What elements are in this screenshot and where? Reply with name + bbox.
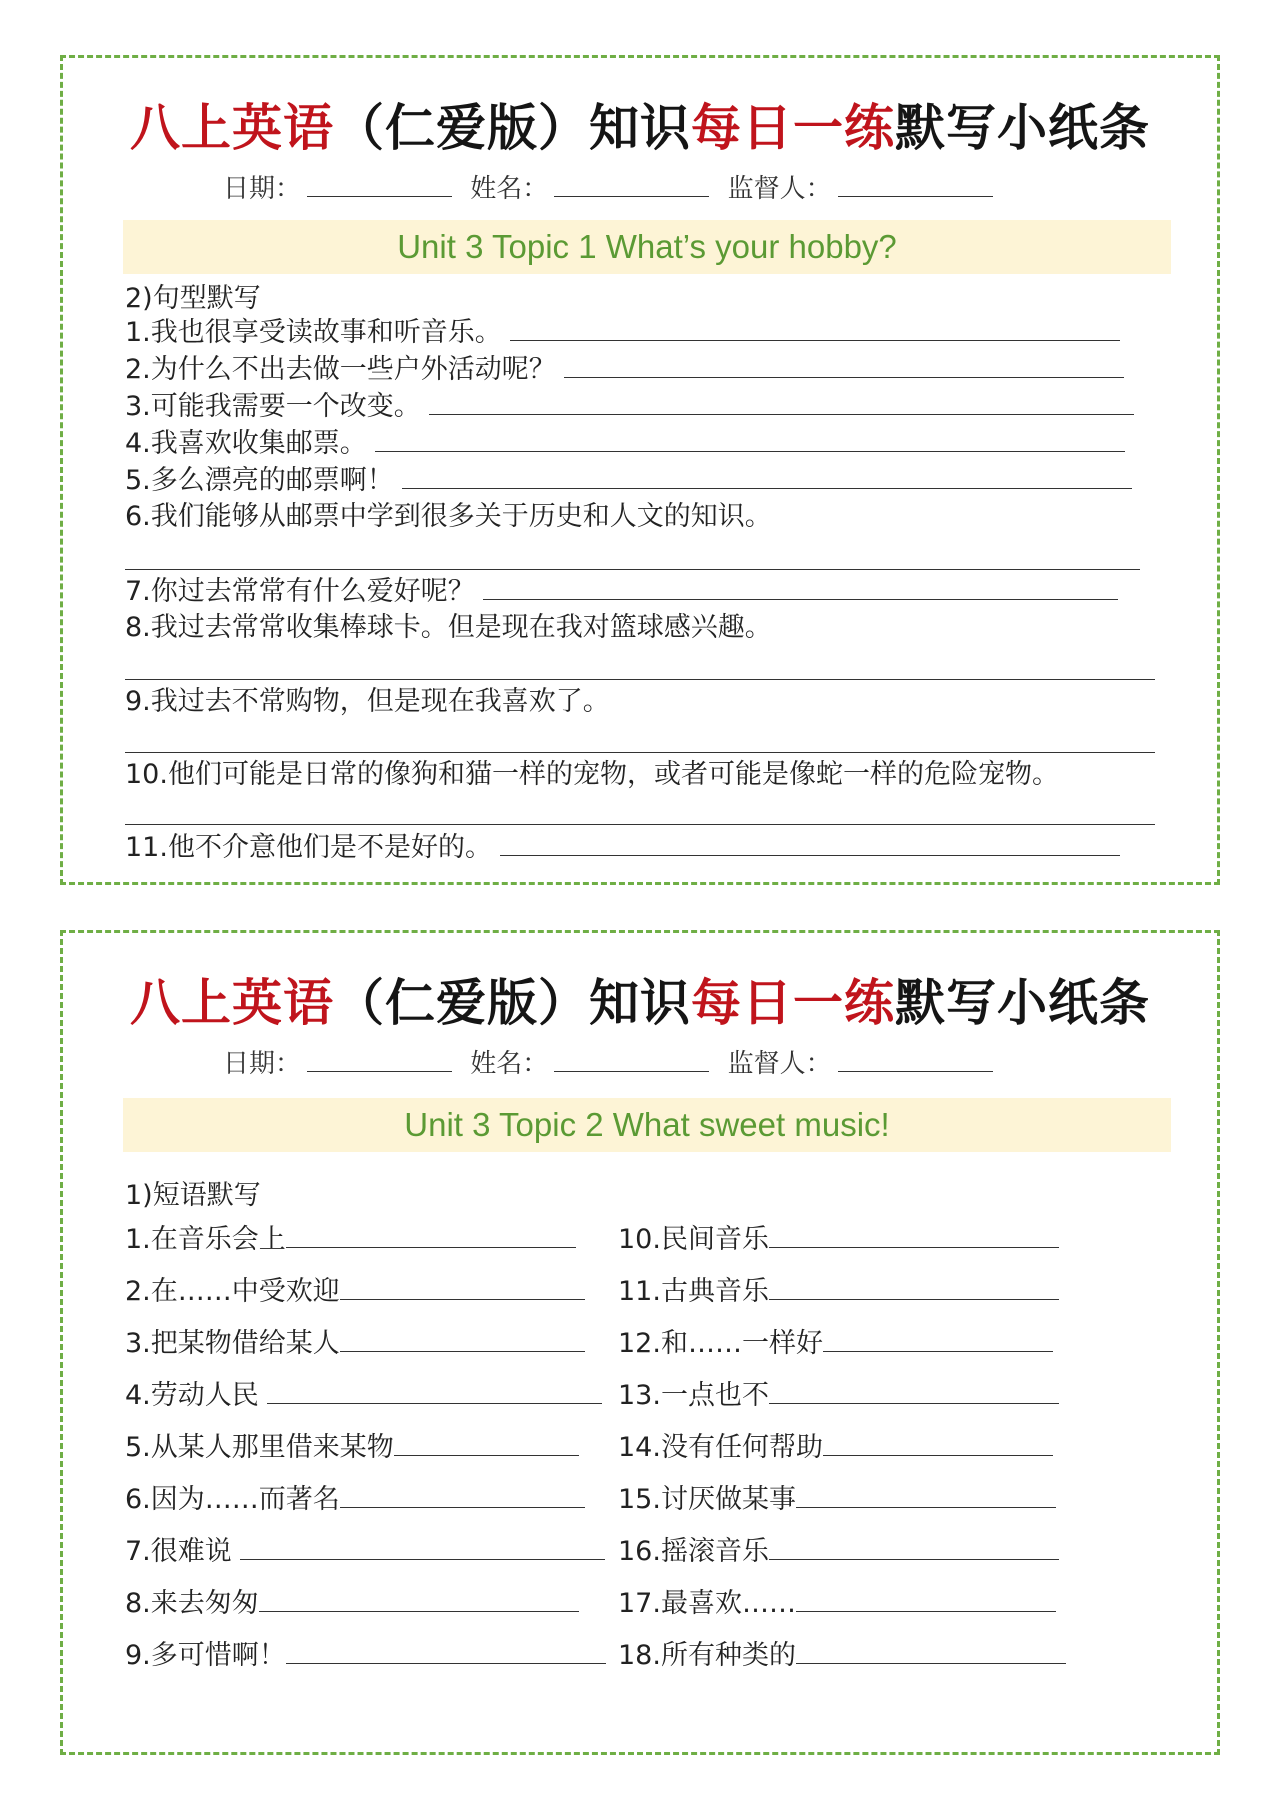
answer-line[interactable] bbox=[125, 751, 1155, 753]
phrase-text: 15.讨厌做某事 bbox=[618, 1484, 796, 1515]
sentence-item bbox=[125, 388, 1215, 424]
answer-line[interactable] bbox=[796, 1637, 1066, 1664]
answer-line[interactable] bbox=[796, 1481, 1056, 1508]
phrase-text: 7.很难说 bbox=[125, 1536, 232, 1567]
answer-line[interactable] bbox=[375, 425, 1125, 452]
sentence-item bbox=[125, 684, 1215, 720]
title-part-daily: 每日一练 bbox=[691, 974, 895, 1032]
answer-line[interactable] bbox=[500, 829, 1120, 856]
phrase-text: 4.劳动人民 bbox=[125, 1380, 259, 1411]
phrase-text: 3.把某物借给某人 bbox=[125, 1328, 340, 1359]
sentence-text: 6.我们能够从邮票中学到很多关于历史和人文的知识。 bbox=[125, 501, 772, 532]
sentence-item bbox=[125, 425, 1215, 461]
worksheet-title bbox=[63, 88, 1217, 160]
answer-line[interactable] bbox=[796, 1585, 1056, 1612]
answer-line[interactable] bbox=[769, 1533, 1059, 1560]
info-line bbox=[223, 1043, 1003, 1080]
title-part-note: 默写小纸条 bbox=[895, 974, 1150, 1032]
phrase-item bbox=[125, 1481, 585, 1519]
sentence-item bbox=[125, 829, 1215, 865]
sentence-item bbox=[125, 462, 1215, 498]
answer-line[interactable] bbox=[340, 1273, 585, 1300]
title-part-edition: （仁爱版）知识 bbox=[334, 974, 691, 1032]
worksheet-title bbox=[63, 963, 1217, 1035]
supervisor-label: 监督人： bbox=[727, 174, 832, 204]
sentence-item bbox=[125, 610, 1215, 646]
section-title: 1)短语默写 bbox=[125, 1180, 261, 1211]
phrase-text: 18.所有种类的 bbox=[618, 1640, 796, 1671]
answer-line[interactable] bbox=[125, 678, 1155, 680]
phrase-item bbox=[618, 1377, 1059, 1415]
answer-line[interactable] bbox=[240, 1533, 605, 1560]
phrase-item bbox=[125, 1221, 576, 1259]
title-part-grade: 八上英语 bbox=[130, 974, 334, 1032]
phrase-item bbox=[125, 1377, 602, 1415]
answer-line[interactable] bbox=[823, 1429, 1053, 1456]
supervisor-label: 监督人： bbox=[727, 1049, 832, 1079]
title-part-daily: 每日一练 bbox=[691, 99, 895, 157]
answer-line[interactable] bbox=[286, 1221, 576, 1248]
answer-line[interactable] bbox=[429, 388, 1134, 415]
phrase-text: 9.多可惜啊！ bbox=[125, 1640, 286, 1671]
worksheet-card-1 bbox=[60, 55, 1220, 885]
supervisor-field[interactable] bbox=[838, 174, 993, 197]
answer-line[interactable] bbox=[483, 573, 1118, 600]
phrase-item bbox=[125, 1637, 606, 1675]
phrase-item bbox=[618, 1221, 1059, 1259]
phrase-text: 10.民间音乐 bbox=[618, 1224, 769, 1255]
answer-line[interactable] bbox=[125, 823, 1155, 825]
phrase-text: 1.在音乐会上 bbox=[125, 1224, 286, 1255]
sentence-text: 7.你过去常常有什么爱好呢？ bbox=[125, 576, 475, 607]
date-label: 日期： bbox=[223, 174, 302, 204]
phrase-text: 8.来去匆匆 bbox=[125, 1588, 259, 1619]
sentence-text: 1.我也很享受读故事和听音乐。 bbox=[125, 317, 502, 348]
phrase-item bbox=[618, 1481, 1056, 1519]
info-line bbox=[223, 168, 1003, 205]
name-field[interactable] bbox=[554, 174, 709, 197]
phrase-item bbox=[618, 1637, 1066, 1675]
phrase-item bbox=[618, 1533, 1059, 1571]
phrase-item bbox=[125, 1533, 605, 1571]
name-label: 姓名： bbox=[470, 174, 549, 204]
sentence-item bbox=[125, 499, 1215, 535]
sentence-text: 8.我过去常常收集棒球卡。但是现在我对篮球感兴趣。 bbox=[125, 612, 772, 643]
answer-line[interactable] bbox=[340, 1325, 585, 1352]
supervisor-field[interactable] bbox=[838, 1049, 993, 1072]
phrase-text: 16.摇滚音乐 bbox=[618, 1536, 769, 1567]
sentence-text: 2.为什么不出去做一些户外活动呢？ bbox=[125, 354, 556, 385]
worksheet-card-2 bbox=[60, 930, 1220, 1755]
sentence-item bbox=[125, 757, 1215, 793]
phrase-item bbox=[125, 1429, 579, 1467]
answer-line[interactable] bbox=[769, 1273, 1059, 1300]
sentence-item bbox=[125, 314, 1215, 350]
phrase-text: 6.因为……而著名 bbox=[125, 1484, 340, 1515]
date-field[interactable] bbox=[307, 174, 452, 197]
phrase-text: 12.和……一样好 bbox=[618, 1328, 823, 1359]
answer-line[interactable] bbox=[402, 462, 1132, 489]
sentence-text: 4.我喜欢收集邮票。 bbox=[125, 428, 367, 459]
answer-line[interactable] bbox=[823, 1325, 1053, 1352]
title-part-note: 默写小纸条 bbox=[895, 99, 1150, 157]
section-title: 2)句型默写 bbox=[125, 283, 261, 314]
answer-line[interactable] bbox=[267, 1377, 602, 1404]
phrase-item bbox=[125, 1585, 579, 1623]
phrase-item bbox=[125, 1273, 585, 1311]
answer-line[interactable] bbox=[394, 1429, 579, 1456]
answer-line[interactable] bbox=[340, 1481, 585, 1508]
name-field[interactable] bbox=[554, 1049, 709, 1072]
sentence-text: 10.他们可能是日常的像狗和猫一样的宠物，或者可能是像蛇一样的危险宠物。 bbox=[125, 759, 1059, 790]
topic-banner: Unit 3 Topic 1 What’s your hobby? bbox=[123, 220, 1171, 274]
phrase-text: 5.从某人那里借来某物 bbox=[125, 1432, 394, 1463]
phrase-item bbox=[125, 1325, 585, 1363]
date-field[interactable] bbox=[307, 1049, 452, 1072]
sentence-text: 11.他不介意他们是不是好的。 bbox=[125, 832, 492, 863]
name-label: 姓名： bbox=[470, 1049, 549, 1079]
answer-line[interactable] bbox=[564, 351, 1124, 378]
phrase-text: 11.古典音乐 bbox=[618, 1276, 769, 1307]
answer-line[interactable] bbox=[510, 314, 1120, 341]
phrase-text: 14.没有任何帮助 bbox=[618, 1432, 823, 1463]
answer-line[interactable] bbox=[769, 1377, 1059, 1404]
sentence-item bbox=[125, 351, 1215, 387]
sentence-text: 3.可能我需要一个改变。 bbox=[125, 391, 421, 422]
sentence-text: 5.多么漂亮的邮票啊！ bbox=[125, 465, 394, 496]
phrase-text: 2.在……中受欢迎 bbox=[125, 1276, 340, 1307]
answer-line[interactable] bbox=[286, 1637, 606, 1664]
phrase-item bbox=[618, 1325, 1053, 1363]
phrase-text: 17.最喜欢…… bbox=[618, 1588, 796, 1619]
answer-line[interactable] bbox=[125, 568, 1140, 570]
answer-line[interactable] bbox=[769, 1221, 1059, 1248]
phrase-item bbox=[618, 1273, 1059, 1311]
date-label: 日期： bbox=[223, 1049, 302, 1079]
title-part-edition: （仁爱版）知识 bbox=[334, 99, 691, 157]
sentence-item bbox=[125, 573, 1215, 609]
phrase-item bbox=[618, 1585, 1056, 1623]
topic-banner: Unit 3 Topic 2 What sweet music! bbox=[123, 1098, 1171, 1152]
answer-line[interactable] bbox=[259, 1585, 579, 1612]
sentence-text: 9.我过去不常购物，但是现在我喜欢了。 bbox=[125, 686, 610, 717]
title-part-grade: 八上英语 bbox=[130, 99, 334, 157]
phrase-text: 13.一点也不 bbox=[618, 1380, 769, 1411]
phrase-item bbox=[618, 1429, 1053, 1467]
